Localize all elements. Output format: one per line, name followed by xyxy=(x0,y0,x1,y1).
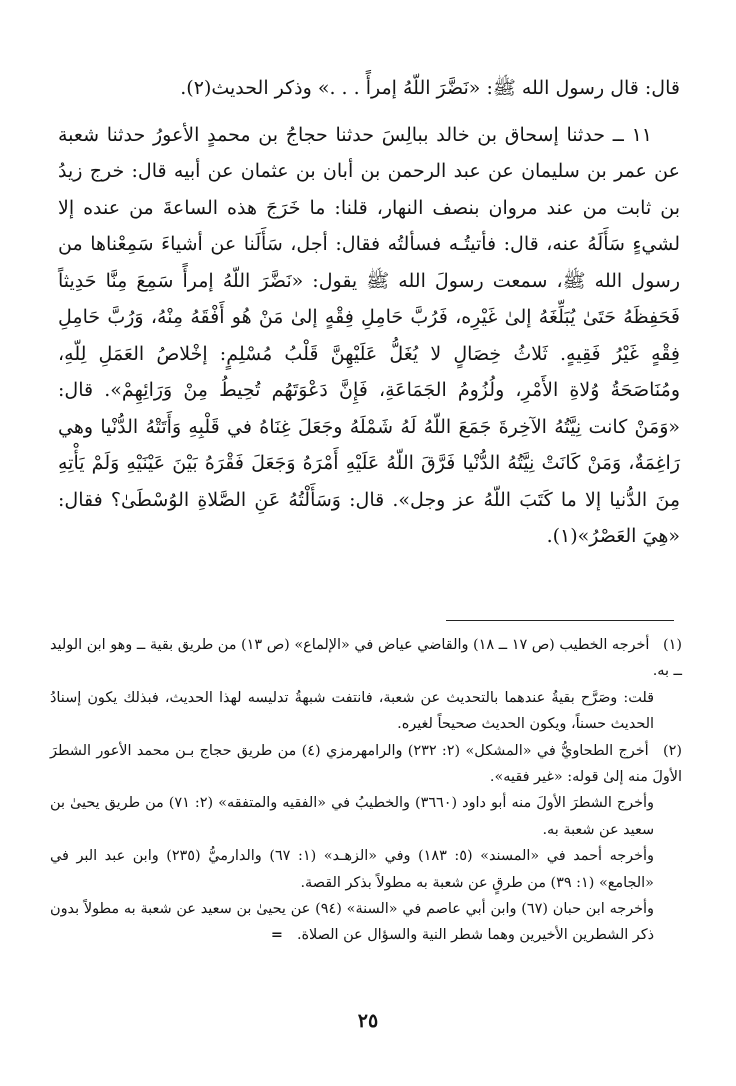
footnote-2 xyxy=(50,738,682,791)
footnote-2-text: أخرج الطحاويُّ في «المشكل» (٢: ٢٣٢) والرامهرمزي (٤) من طريق حجاج بـن محمد الأعور الشطرَ الأولَ منه إلىٰ قوله: «غير فقيه». xyxy=(50,742,682,786)
main-text xyxy=(58,70,680,555)
footnote-2-continuation-1: وأخرج الشطرَ الأولَ منه أبو داود (٣٦٦٠) والخطيبُ في «الفقيه والمتفقه» (٢: ٧١) من طريق يحيىٰ بن سعيد عن شعبة به. xyxy=(50,795,654,838)
footnote-1-continuation-1: قلت: وصَرَّح بقيةُ عندهما بالتحديث عن شعبة، فانتفت شبهةُ تدليسه لهذا الحديث، فبذلك يكون إسنادُ الحديث حسناً، ويكون الحديث صحيحاً لغيره. xyxy=(50,689,654,733)
footnote-1-number: (١) xyxy=(663,637,682,653)
continuation-mark: = xyxy=(270,926,283,944)
footnote-2-number: (٢) xyxy=(663,742,682,759)
footnote-2-continuation-2: وأخرجه أحمد في «المسند» (٥: ١٨٣) وفي «الزهـد» (١: ٦٧) والدارميُّ (٢٣٥) وابن عبد البر في «الجامع» (١: ٣٩) من طرقٍ عن شعبة به مطولاً بذكر القصة. xyxy=(50,848,654,891)
footnote-2-continuation-3-text: وأخرجه ابن حبان (٦٧) وابن أبي عاصم في «السنة» (٩٤) عن يحيىٰ بن سعيد عن شعبة به مطولاً بدون ذكر الشطرين الأخيرين وهما شطر النية والسؤال عن الصلاة. xyxy=(50,901,654,944)
footnotes xyxy=(50,632,682,949)
footnote-separator-line xyxy=(446,620,674,621)
footnote-1 xyxy=(50,632,682,685)
hadith-11-paragraph: ١١ ــ حدثنا إسحاق بن خالد ببالِسَ حدثنا حجاجُ بن محمدٍ الأعورُ حدثنا شعبة عن عمر بن سليمان عن عبد الرحمن بن أبان بن عثمان عن أبيه قال: خرج زيدُ بن ثابت من عند مروان بنصف النهار، قلنا: ما خَرَجَ هذه الساعةَ من عنده إلا لشيءٍ سَأَلَهُ عنه، قال: فأتيتُـه فسألتُه فقال: أجل، سَأَلَنا عن أشياءَ سَمِعْناها من رسول الله ﷺ، سمعت رسولَ الله ﷺ يقول: «نَضَّرَ اللّهُ إمرأً سَمِعَ مِنَّا حَدِيثاً فَحَفِظَهُ حَتَىٰ يُبَلِّغَهُ إلىٰ غَيْرِه، فَرُبَّ حَامِلِ فِقْهٍ إلىٰ مَنْ هُو أَفْقَهُ مِنْهُ، وَرُبَّ حَامِلِ فِقْهٍ غَيْرُ فَقِيهٍ. ثَلاثُ خِصَالٍ لا يُغَلُّ عَلَيْهِنَّ قَلْبُ مُسْلِمٍ: إخْلاصُ العَمَلِ لِلّهِ، ومُنَاصَحَةُ وُلاةِ الأَمْرِ، ولُزُومُ الجَمَاعَةِ، فَإِنَّ دَعْوَتَهُم تُحِيطُ مِنْ وَرَائِهِمْ». قال: «وَمَنْ كانت نِيَّتُهُ الآخِرةَ جَمَعَ اللّهُ لَهُ شَمْلَهُ وجَعَلَ غِنَاهُ في قَلْبِهِ وَأَتَتْهُ الدُّنْيا وهي رَاغِمَةٌ، وَمَنْ كَانَتْ نِيَّتُهُ الدُّنْيا فَرَّقَ اللّهُ عَلَيْهِ أَمْرَهُ وَجَعَلَ فَقْرَهُ بَيْنَ عَيْنَيْهِ وَلَمْ يَأْتِهِ مِنَ الدُّنيا إلا ما كَتَبَ اللّهُ عز وجل». قال: وَسَأَلْتُهُ عَنِ الصَّلاةِ الوُسْطَىٰ؟ فقال: «هِيَ العَصْرُ»(١). xyxy=(58,123,680,547)
footnote-2-continuation-3 xyxy=(50,896,682,949)
page-number: ٢٥ xyxy=(357,1010,379,1032)
footnote-1-text: أخرجه الخطيب (ص ١٧ ــ ١٨) والقاضي عياض في «الإلماع» (ص ١٣) من طريق بقية ــ وهو ابن الوليد ــ به. xyxy=(50,637,682,680)
previous-hadith-ending: قال: قال رسول الله ﷺ: «نَضَّرَ اللّهُ إمرأً . . .» وذكر الحديث(٢). xyxy=(180,77,680,99)
